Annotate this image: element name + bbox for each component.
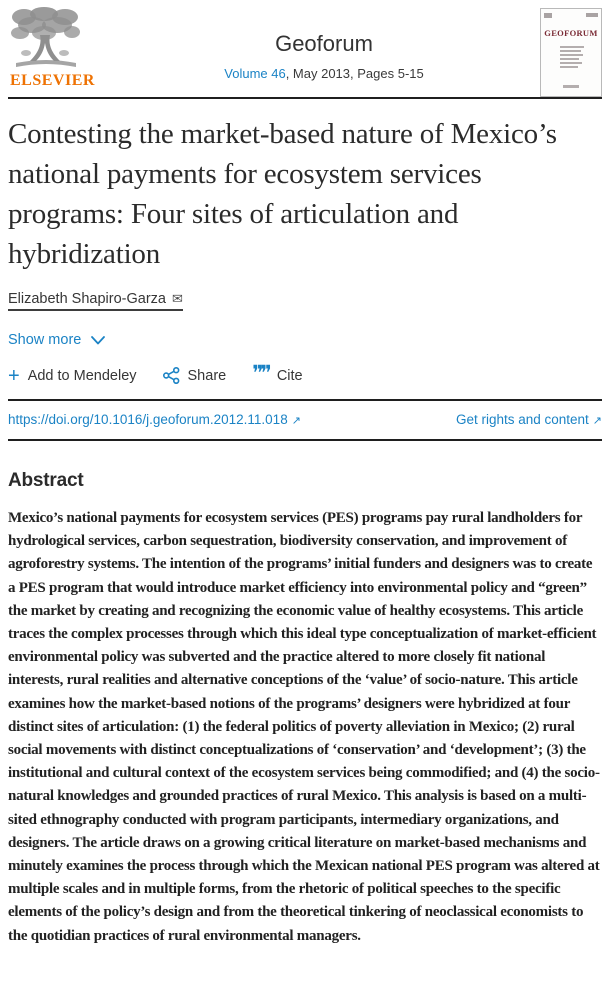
author-link[interactable] bbox=[8, 291, 183, 311]
cite-label: Cite bbox=[276, 367, 303, 384]
elsevier-logo[interactable] bbox=[8, 7, 108, 90]
get-rights-link[interactable] bbox=[456, 412, 602, 427]
external-link-icon: ↗ bbox=[291, 415, 301, 427]
share-button[interactable] bbox=[163, 367, 227, 384]
doi-bar bbox=[8, 401, 602, 441]
article-title: Contesting the market-based nature of Mexico’s national payments for ecosystem services programs: Four sites of articulation and hybridization bbox=[8, 118, 557, 270]
envelope-icon: ✉ bbox=[171, 291, 183, 306]
share-label: Share bbox=[187, 367, 227, 384]
author-name: Elizabeth Shapiro-Garza bbox=[8, 291, 166, 307]
issue-rest: , May 2013, Pages 5-15 bbox=[285, 66, 424, 81]
volume-link[interactable]: Volume 46 bbox=[224, 66, 286, 81]
cite-button[interactable] bbox=[252, 360, 303, 385]
add-to-mendeley-button[interactable] bbox=[8, 364, 137, 387]
doi-text: https://doi.org/10.1016/j.geoforum.2012.11.018 bbox=[8, 412, 288, 427]
journal-info bbox=[108, 7, 540, 81]
show-more-button[interactable] bbox=[8, 332, 105, 348]
cite-quote-icon: ❞❞ bbox=[252, 360, 269, 385]
chevron-down-icon bbox=[91, 336, 105, 345]
cover-text-lines bbox=[560, 46, 584, 70]
elsevier-wordmark: ELSEVIER bbox=[10, 72, 95, 89]
cover-mark-left bbox=[544, 13, 552, 18]
journal-header bbox=[8, 0, 602, 99]
share-icon bbox=[163, 367, 180, 384]
action-bar bbox=[8, 360, 602, 401]
cover-mark-right bbox=[586, 13, 598, 17]
show-more-label: Show more bbox=[8, 332, 82, 348]
abstract-text: Mexico’s national payments for ecosystem services (PES) programs pay rural landholders for hydrological services, carbon sequestration, biodiversity conservation, and improvement of agroforestry systems. The intention of the programs’ initial funders and designers was to create a PES program that would introduce market efficiency into environmental policy and “green” the market by creating and recognizing the economic value of healthy ecosystems. This article traces the complex processes through which this ideal type conceptualization of market-efficient environmental policy was subverted and the practice altered to more closely fit national interests, rural realities and alternative conceptions of the ‘value’ of socio-nature. This article examines how the market-based notions of the programs’ designers were hybridized at four distinct sites of articulation: (1) the federal politics of poverty alleviation in Mexico; (2) rural social movements with distinct conceptualizations of ‘conservation’ and ‘development’; (3) the institutional and cultural context of the ecosystem services being commodified; and (4) the socio-natural knowledges and grounded practices of rural Mexico. This analysis is based on a multi-sited ethnography conducted with program participants, intermediary organizations, and designers. The article draws on a growing critical literature on market-based mechanisms and minutely examines the process through which the Mexican national PES program was altered at multiple scales and in multiple forms, from the rhetoric of political speeches to the specific elements of the policy’s design and from the theoretical tinkering of neoclassical economists to the quotidian practices of rural environmental managers. bbox=[8, 510, 600, 944]
external-link-icon: ↗ bbox=[592, 415, 602, 427]
cover-bottom-mark bbox=[563, 85, 579, 88]
doi-link[interactable] bbox=[8, 412, 301, 427]
cover-title: GEOFORUM bbox=[544, 28, 598, 38]
add-to-mendeley-label: Add to Mendeley bbox=[27, 367, 137, 384]
get-rights-text: Get rights and content bbox=[455, 412, 589, 427]
cover-top-marks bbox=[544, 13, 598, 18]
abstract-heading: Abstract bbox=[8, 470, 84, 491]
elsevier-tree-icon bbox=[10, 7, 82, 71]
journal-title[interactable]: Geoforum bbox=[275, 31, 373, 56]
plus-icon: + bbox=[8, 364, 20, 387]
journal-cover-thumbnail[interactable] bbox=[540, 8, 602, 97]
journal-issue-line bbox=[108, 66, 540, 81]
